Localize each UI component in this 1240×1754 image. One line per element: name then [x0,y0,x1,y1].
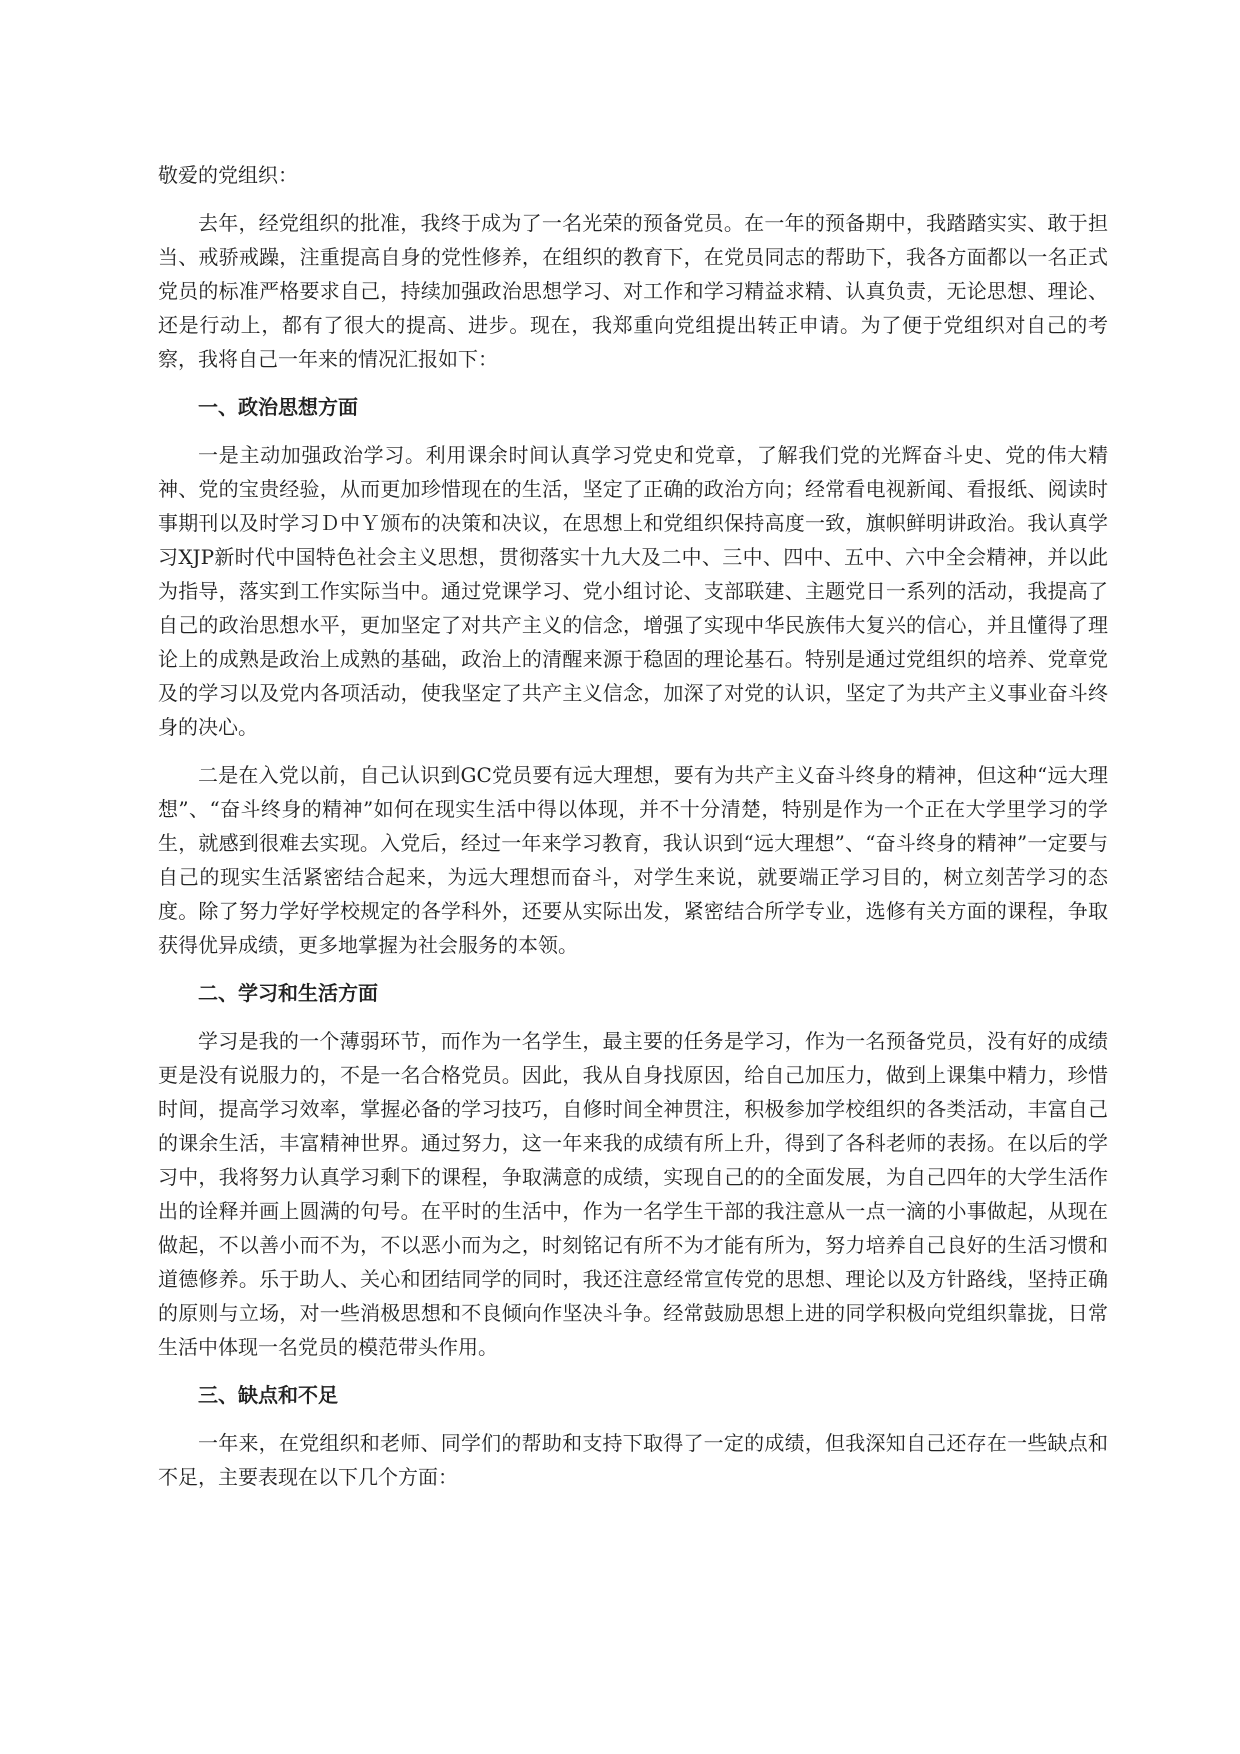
paragraph-study-life: 学习是我的一个薄弱环节，而作为一名学生，最主要的任务是学习，作为一名预备党员，没有好的成绩更是没有说服力的，不是一名合格党员。因此，我从自身找原因，给自己加压力，做到上课集中精力，珍惜时间，提高学习效率，掌握必备的学习技巧，自修时间全神贯注，积极参加学校组织的各类活动，丰富自己的课余生活，丰富精神世界。通过努力，这一年来我的成绩有所上升，得到了各科老师的表扬。在以后的学习中，我将努力认真学习剩下的课程，争取满意的成绩，实现自己的的全面发展，为自己四年的大学生活作出的诠释并画上圆满的句号。在平时的生活中，作为一名学生干部的我注意从一点一滴的小事做起，从现在做起，不以善小而不为，不以恶小而为之，时刻铭记有所不为才能有所为，努力培养自己良好的生活习惯和道德修养。乐于助人、关心和团结同学的同时，我还注意经常宣传党的思想、理论以及方针路线，坚持正确的原则与立场，对一些消极思想和不良倾向作坚决斗争。经常鼓励思想上进的同学积极向党组织靠拢，日常生活中体现一名党员的模范带头作用。 [158,1029,1108,1359]
section-heading-shortcomings: 三、缺点和不足 [198,1383,338,1407]
section-heading-political: 一、政治思想方面 [198,395,358,419]
paragraph-shortcomings: 一年来，在党组织和老师、同学们的帮助和支持下取得了一定的成绩，但我深知自己还存在一些缺点和不足，主要表现在以下几个方面： [158,1431,1108,1489]
section-heading-study-life: 二、学习和生活方面 [198,981,378,1005]
intro-paragraph: 去年，经党组织的批准，我终于成为了一名光荣的预备党员。在一年的预备期中，我踏踏实实、敢于担当、戒骄戒躁，注重提高自身的党性修养，在组织的教育下，在党员同志的帮助下，我各方面都以一名正式党员的标准严格要求自己，持续加强政治思想学习、对工作和学习精益求精、认真负责，无论思想、理论、还是行动上，都有了很大的提高、进步。现在，我郑重向党组提出转正申请。为了便于党组织对自己的考察，我将自己一年来的情况汇报如下： [158,211,1108,371]
salutation: 敬爱的党组织： [158,163,298,187]
document-page [158,158,1108,1508]
paragraph-political-study: 一是主动加强政治学习。利用课余时间认真学习党史和党章，了解我们党的光辉奋斗史、党的伟大精神、党的宝贵经验，从而更加珍惜现在的生活，坚定了正确的政治方向；经常看电视新闻、看报纸、阅读时事期刊以及时学习Ｄ中Ｙ颁布的决策和决议，在思想上和党组织保持高度一致，旗帜鲜明讲政治。我认真学习XJP新时代中国特色社会主义思想，贯彻落实十九大及二中、三中、四中、五中、六中全会精神，并以此为指导，落实到工作实际当中。通过党课学习、党小组讨论、支部联建、主题党日一系列的活动，我提高了自己的政治思想水平，更加坚定了对共产主义的信念，增强了实现中华民族伟大复兴的信心，并且懂得了理论上的成熟是政治上成熟的基础，政治上的清醒来源于稳固的理论基石。特别是通过党组织的培养、党章党及的学习以及党内各项活动，使我坚定了共产主义信念，加深了对党的认识，坚定了为共产主义事业奋斗终身的决心。 [158,443,1108,739]
paragraph-ideals: 二是在入党以前，自己认识到GC党员要有远大理想，要有为共产主义奋斗终身的精神，但这种“远大理想”、“奋斗终身的精神”如何在现实生活中得以体现，并不十分清楚，特别是作为一个正在大学里学习的学生，就感到很难去实现。入党后，经过一年来学习教育，我认识到“远大理想”、“奋斗终身的精神”一定要与自己的现实生活紧密结合起来，为远大理想而奋斗，对学生来说，就要端正学习目的，树立刻苦学习的态度。除了努力学好学校规定的各学科外，还要从实际出发，紧密结合所学专业，选修有关方面的课程，争取获得优异成绩，更多地掌握为社会服务的本领。 [158,763,1108,957]
